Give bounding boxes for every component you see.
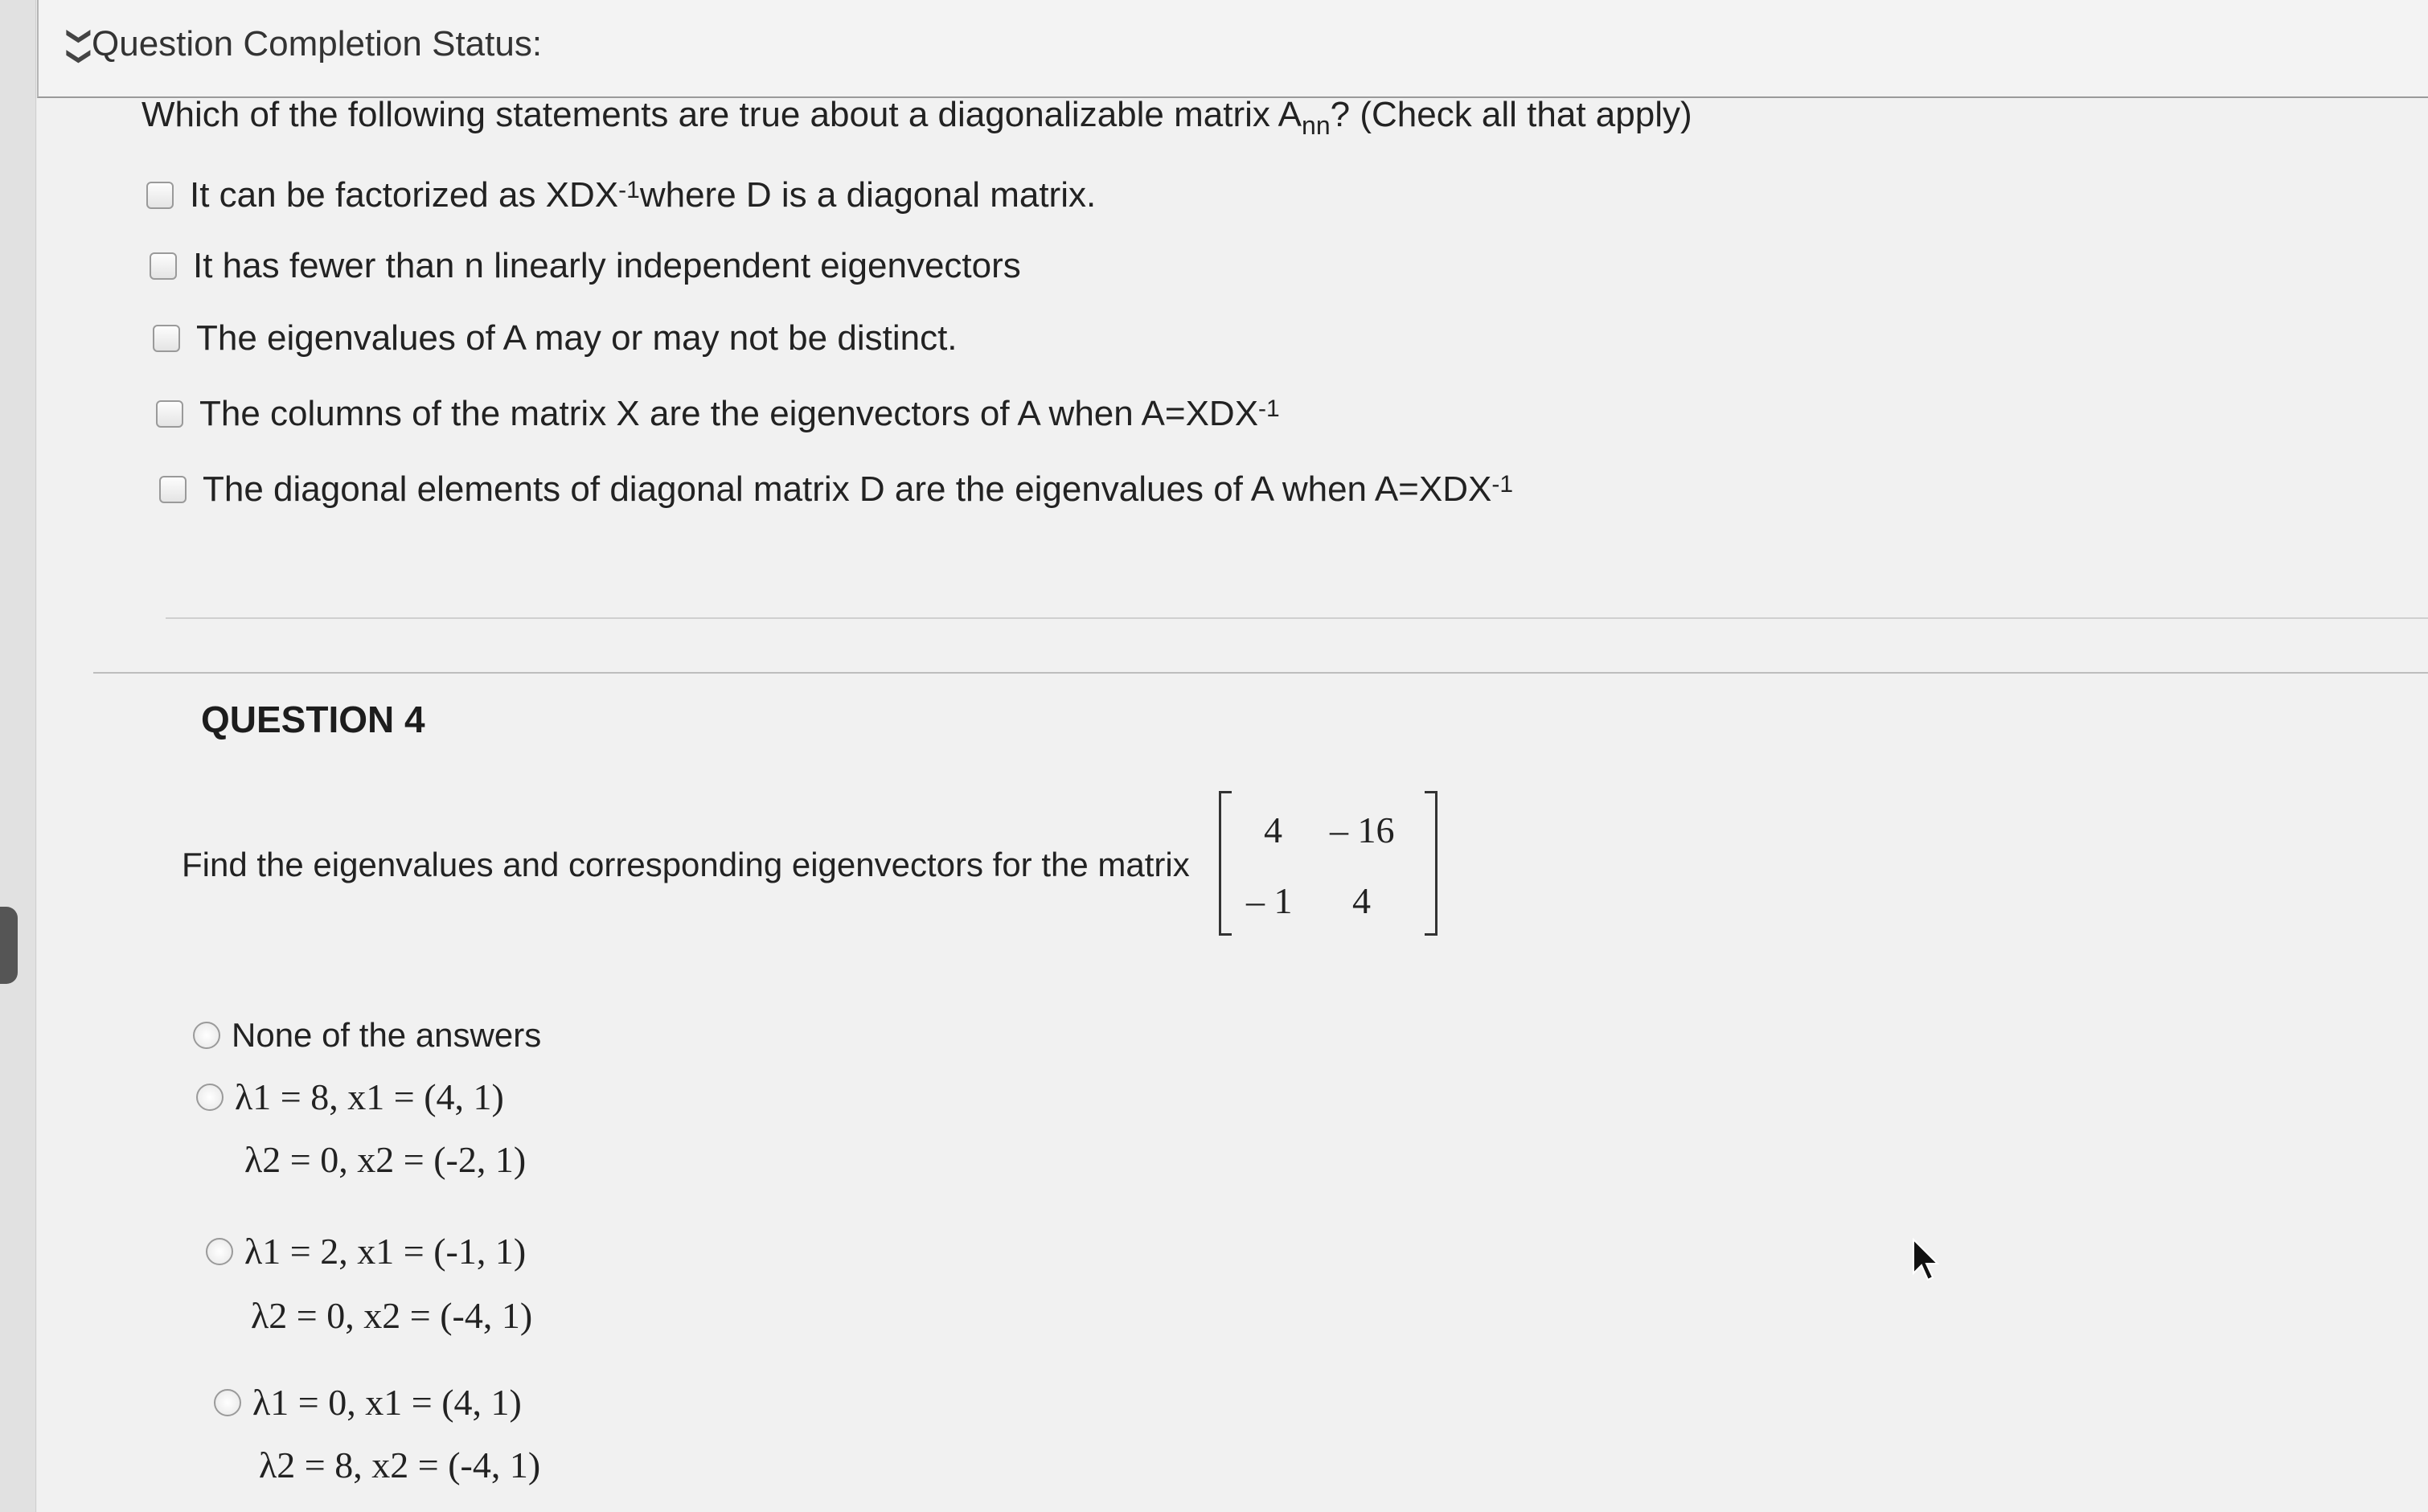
checkbox[interactable] [153,325,180,352]
question-3-prompt [141,95,1692,141]
chevron-down-double-icon[interactable]: ❯❯ [66,26,93,67]
q4-option-2[interactable] [196,1076,504,1118]
option-text: λ1 = 2, x1 = (-1, 1) [244,1231,527,1272]
q4-option-4[interactable] [214,1381,522,1424]
option-superscript: -1 [618,177,640,203]
q3-option-5[interactable] [159,469,1513,510]
option-text: It has fewer than n linearly independent eigenvectors [193,246,1021,285]
matrix-cell-a22: 4 [1352,880,1371,921]
option-text: It can be factorized as XDX [190,175,619,215]
q4-option-1[interactable] [193,1016,541,1055]
question-completion-status-bar[interactable] [37,0,2428,98]
radio-button[interactable] [196,1084,224,1111]
q4-option-4-line2: λ2 = 8, x2 = (-4, 1) [259,1444,541,1485]
q4-option-3-line2: λ2 = 0, x2 = (-4, 1) [251,1295,533,1336]
question-4-prompt: Find the eigenvalues and corresponding eigenvectors for the matrix [182,846,1190,883]
divider [166,617,2428,619]
option-superscript: -1 [1258,395,1280,422]
q3-option-4[interactable] [156,394,1280,434]
matrix-cell-a21: – 1 [1246,880,1293,921]
side-panel-tab[interactable] [0,907,18,984]
checkbox[interactable] [156,400,183,428]
q3-option-3[interactable] [153,318,958,359]
q3-prompt-text: Which of the following statements are true about a diagonalizable matrix A [141,95,1302,134]
q3-option-1[interactable] [146,175,1096,215]
option-text: The diagonal elements of diagonal matrix D are the eigenvalues of A when A=XDX [203,469,1492,509]
option-text: λ1 = 8, x1 = (4, 1) [235,1076,504,1117]
question-4-heading: QUESTION 4 [201,699,425,740]
checkbox[interactable] [150,252,177,280]
matrix-left-bracket [1219,791,1232,936]
mouse-pointer-icon [1910,1238,1942,1283]
question-separator [93,672,2428,674]
option-text: λ1 = 0, x1 = (4, 1) [252,1382,522,1423]
checkbox[interactable] [159,476,187,503]
q3-option-2[interactable] [150,246,1021,286]
matrix-cell-a11: 4 [1264,809,1282,850]
radio-button[interactable] [193,1022,220,1049]
left-gutter [0,0,36,1512]
option-superscript: -1 [1491,471,1514,498]
radio-button[interactable] [214,1389,241,1416]
option-text: None of the answers [232,1016,542,1054]
matrix-display [1219,791,1438,936]
matrix-cell-a12: – 16 [1330,809,1395,850]
option-text: The columns of the matrix X are the eigenvectors of A when A=XDX [199,394,1259,433]
assessment-panel [37,0,2428,1512]
q3-prompt-tail: ? (Check all that apply) [1330,95,1692,134]
matrix-right-bracket [1425,791,1438,936]
status-title[interactable]: Question Completion Status: [92,24,543,64]
option-tail: where D is a diagonal matrix. [639,175,1097,215]
q4-option-3[interactable] [206,1230,526,1272]
radio-button[interactable] [206,1238,233,1265]
q3-prompt-subscript: nn [1302,110,1331,140]
option-text: The eigenvalues of A may or may not be distinct. [196,318,958,358]
checkbox[interactable] [146,182,174,209]
q4-option-2-line2: λ2 = 0, x2 = (-2, 1) [244,1139,527,1180]
